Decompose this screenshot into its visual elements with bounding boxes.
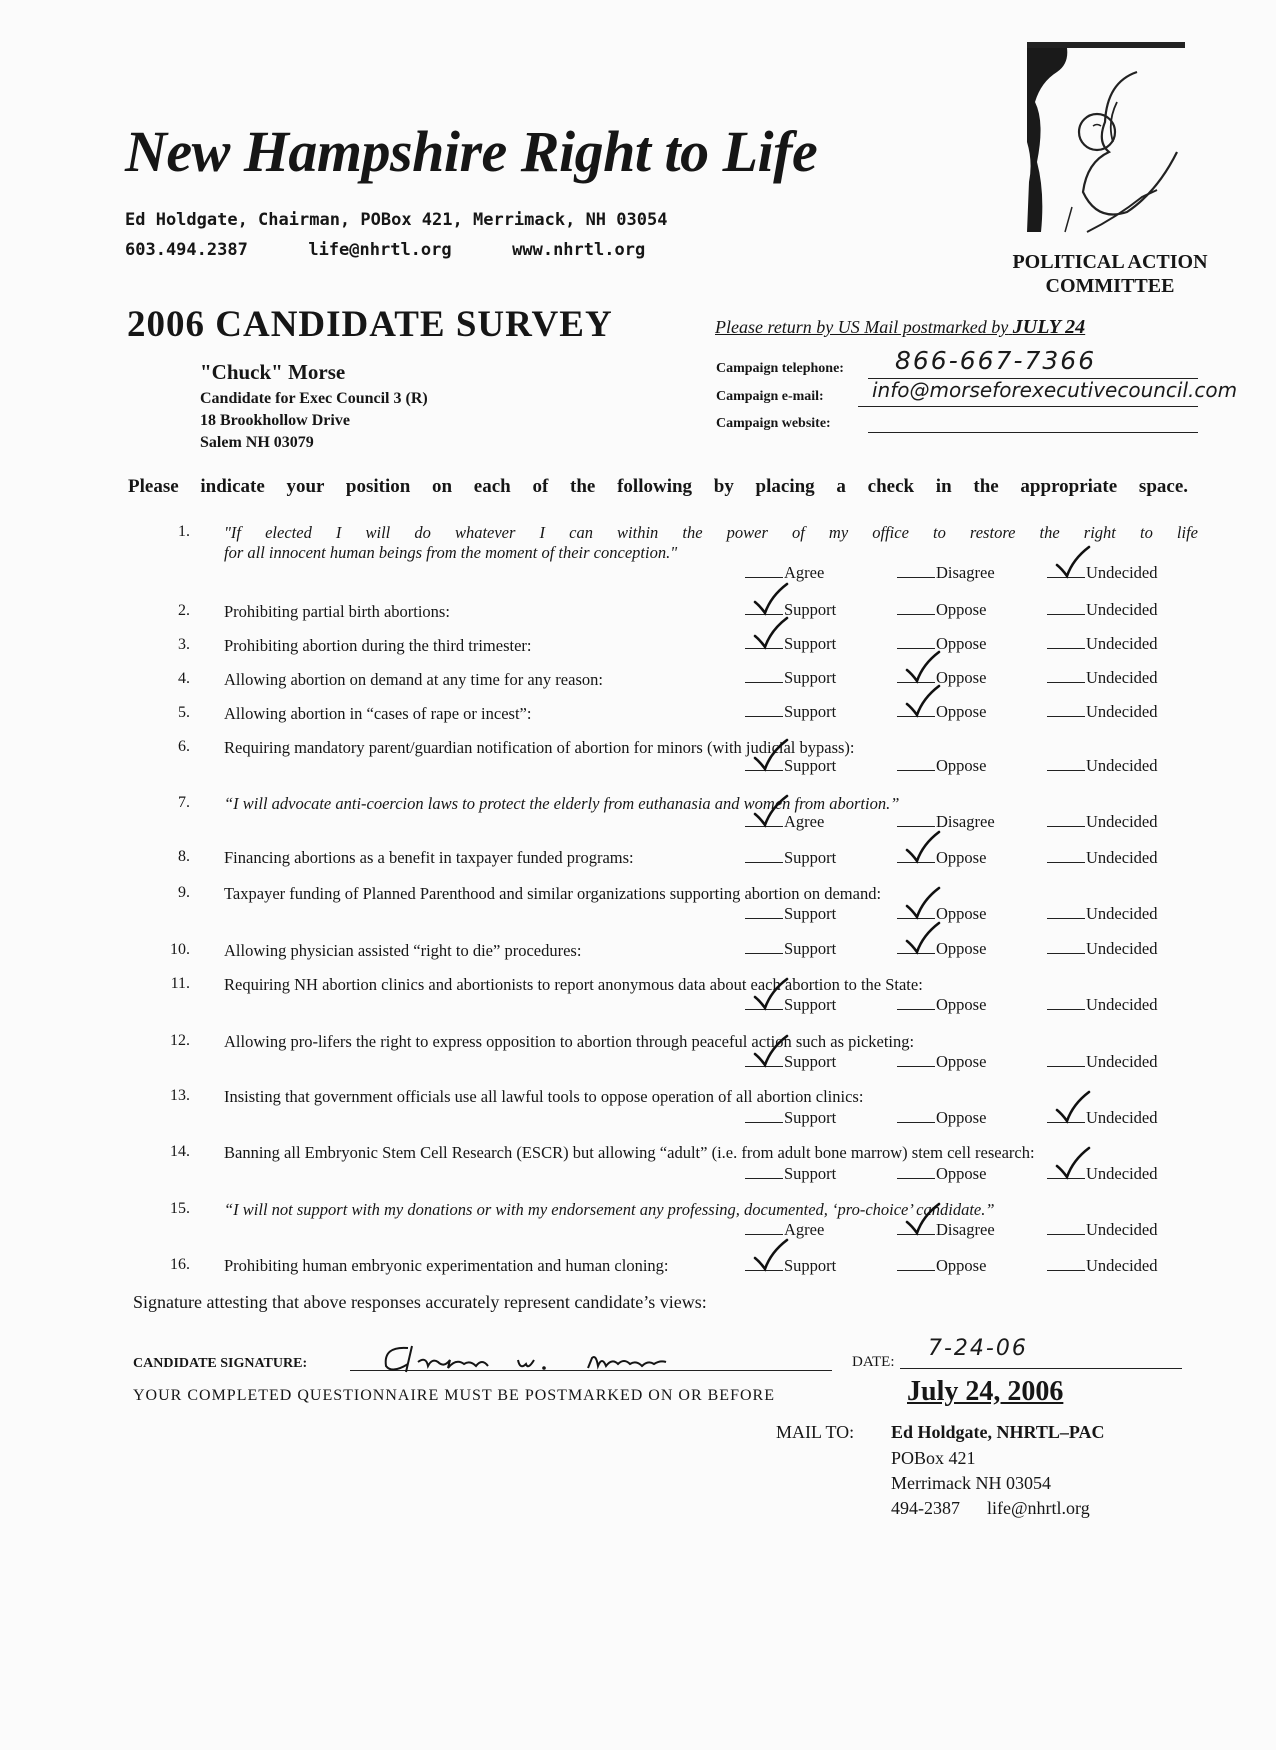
option-label: Support — [784, 668, 837, 687]
option-label: Support — [784, 634, 837, 653]
option-label: Oppose — [936, 756, 987, 775]
checkbox-blank[interactable] — [745, 1222, 783, 1235]
checkmark-icon — [751, 1036, 789, 1066]
signature-label: CANDIDATE SIGNATURE: — [133, 1356, 308, 1371]
option-undecided[interactable] — [1047, 995, 1157, 1015]
option-label: Undecided — [1086, 904, 1158, 923]
option-support[interactable] — [745, 1108, 836, 1128]
question-text: “I will advocate anti-coercion laws to protect the elderly from euthanasia and women from abortion.” — [224, 794, 900, 813]
mail-to-label: MAIL TO: — [776, 1422, 855, 1442]
question-number: 14. — [170, 1143, 190, 1160]
option-support[interactable] — [745, 848, 836, 868]
checkmark-icon — [751, 740, 789, 770]
option-disagree[interactable] — [897, 563, 995, 583]
option-label: Oppose — [936, 848, 987, 867]
option-label: Support — [784, 1108, 837, 1127]
option-support[interactable] — [745, 600, 836, 620]
checkmark-icon — [1053, 1092, 1091, 1122]
org-website[interactable]: www.nhrtl.org — [512, 240, 646, 260]
question-number: 11. — [170, 975, 190, 992]
date-line — [900, 1368, 1182, 1369]
option-label: Undecided — [1086, 939, 1158, 958]
option-label: Support — [784, 848, 837, 867]
option-oppose[interactable] — [897, 668, 986, 688]
postmark-date: July 24, 2006 — [907, 1376, 1064, 1407]
checkmark-icon — [903, 652, 941, 682]
checkmark-icon — [751, 979, 789, 1009]
question-number: 12. — [170, 1032, 190, 1049]
question-number: 7. — [178, 794, 190, 811]
option-label: Oppose — [936, 939, 987, 958]
checkbox-blank[interactable] — [1047, 602, 1085, 615]
survey-title: 2006 CANDIDATE SURVEY — [127, 304, 613, 345]
option-label: Disagree — [936, 563, 995, 582]
campaign-telephone-label: Campaign telephone: — [716, 361, 844, 376]
campaign-email-line — [858, 406, 1198, 407]
campaign-website-line — [868, 432, 1198, 433]
question-text: Prohibiting abortion during the third trimester: — [224, 636, 532, 655]
instructions: Please indicate your position on each of the following by placing a check in the appropriate space. — [128, 476, 1188, 497]
option-support[interactable] — [745, 904, 836, 924]
checkmark-icon — [1053, 547, 1091, 577]
checkbox-blank[interactable] — [745, 1054, 783, 1067]
question-text: "If elected I will do whatever I can within the power of my office to restore the right to life — [224, 523, 1198, 542]
option-undecided[interactable] — [1047, 702, 1157, 722]
checkbox-blank[interactable] — [897, 1258, 935, 1271]
candidate-city: Salem NH 03079 — [200, 434, 314, 451]
option-label: Oppose — [936, 1108, 987, 1127]
option-label: Support — [784, 995, 837, 1014]
checkbox-blank[interactable] — [897, 1110, 935, 1123]
mother-child-logo-icon — [1027, 42, 1185, 237]
option-label: Agree — [784, 812, 825, 831]
question-text: Allowing pro-lifers the right to express opposition to abortion through peaceful action such as picketing: — [224, 1032, 915, 1051]
checkbox-blank[interactable] — [1047, 906, 1085, 919]
option-label: Oppose — [936, 668, 987, 687]
option-label: Oppose — [936, 1052, 987, 1071]
checkbox-blank[interactable] — [745, 758, 783, 771]
option-support[interactable] — [745, 668, 836, 688]
checkbox-blank[interactable] — [1047, 704, 1085, 717]
option-label: Oppose — [936, 600, 987, 619]
checkbox-blank[interactable] — [1047, 850, 1085, 863]
checkmark-icon — [903, 888, 941, 918]
checkbox-blank[interactable] — [897, 906, 935, 919]
question-text: Requiring NH abortion clinics and abortionists to report anonymous data about each abortion to the State: — [224, 975, 923, 994]
checkbox-blank[interactable] — [897, 997, 935, 1010]
checkmark-icon — [751, 1240, 789, 1270]
date-value[interactable]: 7-24-06 — [928, 1336, 1028, 1361]
option-undecided[interactable] — [1047, 848, 1157, 868]
option-label: Oppose — [936, 904, 987, 923]
checkmark-icon — [751, 584, 789, 614]
question-number: 13. — [170, 1087, 190, 1104]
option-label: Undecided — [1086, 848, 1158, 867]
checkbox-blank[interactable] — [1047, 1054, 1085, 1067]
option-label: Agree — [784, 563, 825, 582]
checkbox-blank[interactable] — [745, 1110, 783, 1123]
checkbox-blank[interactable] — [897, 670, 935, 683]
mail-name: Ed Holdgate, NHRTL–PAC — [891, 1422, 1105, 1442]
checkmark-icon — [903, 686, 941, 716]
option-oppose[interactable] — [897, 1052, 986, 1072]
question-text-continued: for all innocent human beings from the moment of their conception." — [224, 543, 678, 562]
checkbox-blank[interactable] — [897, 850, 935, 863]
checkbox-blank[interactable] — [745, 941, 783, 954]
question-number: 3. — [178, 636, 190, 653]
checkbox-blank[interactable] — [745, 565, 783, 578]
checkbox-blank[interactable] — [745, 1258, 783, 1271]
question-text: Banning all Embryonic Stem Cell Research (ESCR) but allowing “adult” (i.e. from adult bone marrow) stem cell research: — [224, 1143, 1035, 1162]
checkbox-blank[interactable] — [745, 850, 783, 863]
option-oppose[interactable] — [897, 1256, 986, 1276]
option-label: Oppose — [936, 1164, 987, 1183]
question-text: Requiring mandatory parent/guardian notification of abortion for minors (with judicial bypass): — [224, 738, 855, 757]
option-support[interactable] — [745, 939, 836, 959]
checkbox-blank[interactable] — [1047, 565, 1085, 578]
question-text: Financing abortions as a benefit in taxpayer funded programs: — [224, 848, 634, 867]
option-undecided[interactable] — [1047, 756, 1157, 776]
option-label: Undecided — [1086, 563, 1158, 582]
option-agree[interactable] — [745, 812, 824, 832]
option-oppose[interactable] — [897, 756, 986, 776]
org-phone: 603.494.2387 — [125, 240, 248, 260]
question-text: Insisting that government officials use all lawful tools to oppose operation of all abortion clinics: — [224, 1087, 864, 1106]
option-undecided[interactable] — [1047, 668, 1157, 688]
option-label: Oppose — [936, 995, 987, 1014]
question-number: 6. — [178, 738, 190, 755]
checkbox-blank[interactable] — [1047, 1258, 1085, 1271]
checkmark-icon — [1053, 1148, 1091, 1178]
option-support[interactable] — [745, 756, 836, 776]
question-number: 5. — [178, 704, 190, 721]
candidate-street: 18 Brookhollow Drive — [200, 412, 350, 429]
checkbox-blank[interactable] — [1047, 814, 1085, 827]
option-undecided[interactable] — [1047, 1164, 1157, 1184]
checkbox-blank[interactable] — [897, 636, 935, 649]
checkbox-blank[interactable] — [1047, 758, 1085, 771]
question-text: Allowing abortion on demand at any time for any reason: — [224, 670, 603, 689]
option-oppose[interactable] — [897, 702, 986, 722]
question-text: Taxpayer funding of Planned Parenthood and similar organizations supporting abortion on demand: — [224, 884, 882, 903]
option-label: Support — [784, 756, 837, 775]
question-number: 15. — [170, 1200, 190, 1217]
question-text: Prohibiting partial birth abortions: — [224, 602, 450, 621]
checkbox-blank[interactable] — [897, 1166, 935, 1179]
checkmark-icon — [751, 618, 789, 648]
candidate-signature[interactable] — [378, 1338, 708, 1378]
checkmark-icon — [903, 1204, 941, 1234]
option-label: Undecided — [1086, 702, 1158, 721]
checkbox-blank[interactable] — [745, 670, 783, 683]
option-undecided[interactable] — [1047, 1220, 1157, 1240]
option-label: Undecided — [1086, 1256, 1158, 1275]
return-note: Please return by US Mail postmarked by JULY 24 — [715, 316, 1086, 338]
org-contact-line — [125, 240, 645, 260]
mail-email: life@nhrtl.org — [987, 1498, 1090, 1518]
candidate-name: "Chuck" Morse — [200, 360, 346, 384]
option-undecided[interactable] — [1047, 563, 1157, 583]
option-oppose[interactable] — [897, 939, 986, 959]
checkbox-blank[interactable] — [745, 1166, 783, 1179]
checkbox-blank[interactable] — [897, 1222, 935, 1235]
option-disagree[interactable] — [897, 812, 995, 832]
option-label: Undecided — [1086, 668, 1158, 687]
option-undecided[interactable] — [1047, 600, 1157, 620]
checkbox-blank[interactable] — [897, 602, 935, 615]
option-label: Disagree — [936, 1220, 995, 1239]
postmark-note: YOUR COMPLETED QUESTIONNAIRE MUST BE POSTMARKED ON OR BEFORE — [133, 1387, 775, 1404]
checkbox-blank[interactable] — [897, 941, 935, 954]
option-label: Undecided — [1086, 634, 1158, 653]
option-undecided[interactable] — [1047, 939, 1157, 959]
option-support[interactable] — [745, 995, 836, 1015]
checkbox-blank[interactable] — [745, 602, 783, 615]
option-label: Undecided — [1086, 600, 1158, 619]
option-support[interactable] — [745, 1052, 836, 1072]
option-label: Undecided — [1086, 756, 1158, 775]
checkbox-blank[interactable] — [897, 758, 935, 771]
option-label: Undecided — [1086, 995, 1158, 1014]
signature-attest: Signature attesting that above responses accurately represent candidate’s views: — [133, 1292, 707, 1312]
question-number: 8. — [178, 848, 190, 865]
candidate-office: Candidate for Exec Council 3 (R) — [200, 390, 428, 407]
option-undecided[interactable] — [1047, 634, 1157, 654]
option-label: Oppose — [936, 634, 987, 653]
checkbox-blank[interactable] — [745, 814, 783, 827]
option-label: Disagree — [936, 812, 995, 831]
checkbox-blank[interactable] — [1047, 941, 1085, 954]
option-oppose[interactable] — [897, 995, 986, 1015]
option-label: Undecided — [1086, 1220, 1158, 1239]
question-text: Allowing abortion in “cases of rape or incest”: — [224, 704, 532, 723]
option-support[interactable] — [745, 1256, 836, 1276]
option-agree[interactable] — [745, 563, 824, 583]
campaign-email-label: Campaign e-mail: — [716, 389, 824, 404]
mail-city: Merrimack NH 03054 — [891, 1473, 1051, 1493]
checkbox-blank[interactable] — [1047, 1222, 1085, 1235]
option-oppose[interactable] — [897, 600, 986, 620]
option-label: Oppose — [936, 702, 987, 721]
question-text: Allowing physician assisted “right to die” procedures: — [224, 941, 582, 960]
org-address: Ed Holdgate, Chairman, POBox 421, Merrimack, NH 03054 — [125, 210, 668, 230]
option-label: Support — [784, 1164, 837, 1183]
option-label: Undecided — [1086, 1108, 1158, 1127]
question-number: 9. — [178, 884, 190, 901]
checkmark-icon — [751, 796, 789, 826]
question-number: 16. — [170, 1256, 190, 1273]
question-number: 1. — [178, 523, 190, 540]
question-text: Prohibiting human embryonic experimentation and human cloning: — [224, 1256, 669, 1275]
option-label: Undecided — [1086, 1164, 1158, 1183]
option-label: Undecided — [1086, 1052, 1158, 1071]
checkbox-blank[interactable] — [897, 1054, 935, 1067]
option-oppose[interactable] — [897, 1108, 986, 1128]
campaign-email-value[interactable]: info@morseforexecutivecouncil.com — [872, 378, 1238, 402]
checkbox-blank[interactable] — [1047, 1166, 1085, 1179]
option-undecided[interactable] — [1047, 1052, 1157, 1072]
option-label: Undecided — [1086, 812, 1158, 831]
checkbox-blank[interactable] — [897, 565, 935, 578]
option-agree[interactable] — [745, 1220, 824, 1240]
checkbox-blank[interactable] — [1047, 670, 1085, 683]
checkbox-blank[interactable] — [745, 704, 783, 717]
mail-phone: 494-2387 — [891, 1498, 960, 1518]
option-label: Support — [784, 939, 837, 958]
checkbox-blank[interactable] — [745, 906, 783, 919]
option-label: Support — [784, 1052, 837, 1071]
campaign-telephone-value[interactable]: 866-667-7366 — [895, 346, 1097, 375]
question-number: 4. — [178, 670, 190, 687]
question-number: 2. — [178, 602, 190, 619]
question-number: 10. — [170, 941, 190, 958]
option-label: Support — [784, 600, 837, 619]
checkmark-icon — [903, 923, 941, 953]
campaign-website-label: Campaign website: — [716, 416, 831, 431]
pac-label: POLITICAL ACTION COMMITTEE — [1012, 251, 1208, 297]
checkbox-blank[interactable] — [1047, 1110, 1085, 1123]
option-oppose[interactable] — [897, 848, 986, 868]
option-label: Support — [784, 1256, 837, 1275]
checkbox-blank[interactable] — [897, 814, 935, 827]
checkbox-blank[interactable] — [745, 997, 783, 1010]
option-support[interactable] — [745, 634, 836, 654]
checkbox-blank[interactable] — [897, 704, 935, 717]
org-email[interactable]: life@nhrtl.org — [308, 240, 452, 260]
option-oppose[interactable] — [897, 1164, 986, 1184]
option-oppose[interactable] — [897, 634, 986, 654]
option-oppose[interactable] — [897, 904, 986, 924]
mail-box: POBox 421 — [891, 1448, 976, 1468]
org-title: New Hampshire Right to Life — [125, 119, 818, 184]
option-support[interactable] — [745, 1164, 836, 1184]
option-undecided[interactable] — [1047, 1256, 1157, 1276]
return-date: JULY 24 — [1012, 316, 1086, 338]
option-label: Support — [784, 904, 837, 923]
checkbox-blank[interactable] — [745, 636, 783, 649]
date-label: DATE: — [852, 1354, 895, 1370]
checkbox-blank[interactable] — [1047, 636, 1085, 649]
checkbox-blank[interactable] — [1047, 997, 1085, 1010]
option-support[interactable] — [745, 702, 836, 722]
option-label: Oppose — [936, 1256, 987, 1275]
option-undecided[interactable] — [1047, 904, 1157, 924]
option-undecided[interactable] — [1047, 1108, 1157, 1128]
mail-contact — [891, 1498, 1090, 1519]
option-disagree[interactable] — [897, 1220, 995, 1240]
option-label: Agree — [784, 1220, 825, 1239]
question-text: “I will not support with my donations or with my endorsement any professing, documented, ‘pro-choice’ candidate.” — [224, 1200, 995, 1219]
checkmark-icon — [903, 832, 941, 862]
option-undecided[interactable] — [1047, 812, 1157, 832]
option-label: Support — [784, 702, 837, 721]
